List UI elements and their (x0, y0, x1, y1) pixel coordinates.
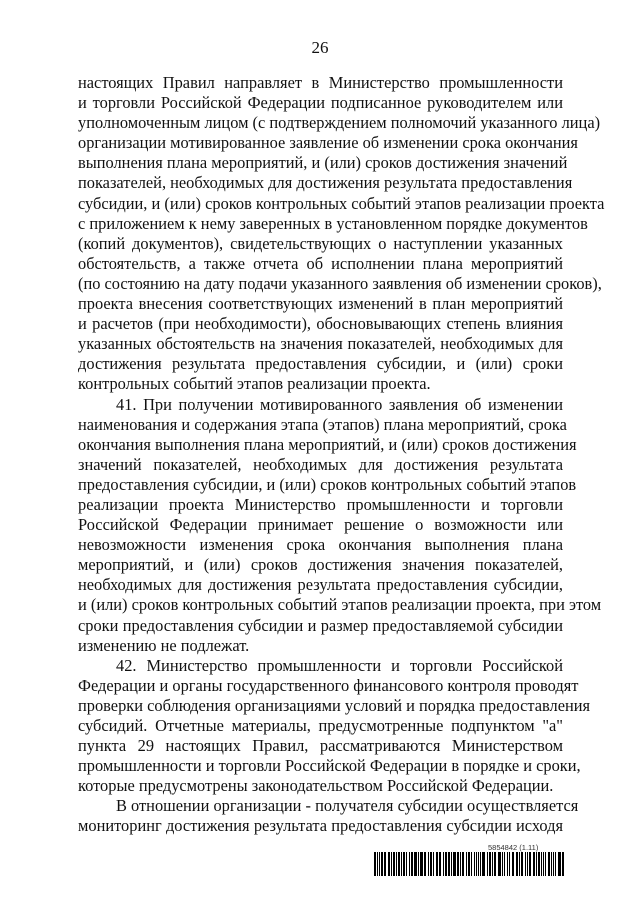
document-code: 5854842 (1.11) (488, 843, 539, 852)
text-line: и торговли Российской Федерации подписанное руководителем или (78, 93, 563, 113)
text-line: Российской Федерации принимает решение о возможности или (78, 515, 563, 535)
text-line: пункта 29 настоящих Правил, рассматриваются Министерством (78, 736, 563, 756)
text-line: 41. При получении мотивированного заявления об изменении (116, 394, 563, 414)
text-line: обстоятельств, а также отчета об исполнении плана мероприятий (78, 253, 563, 273)
text-line: субсидий. Отчетные материалы, предусмотренные подпунктом "а" (78, 716, 563, 735)
text-line: промышленности и торговли Российской Федерации в порядке и сроки, (78, 756, 581, 776)
text-line: невозможности изменения срока окончания выполнения плана (78, 535, 563, 555)
text-line: с приложением к нему заверенных в установленном порядке документов (78, 213, 588, 233)
text-line: достижения результата предоставления субсидии, и (или) сроки (78, 354, 563, 374)
barcode (374, 852, 564, 876)
text-line: проверки соблюдения организациями условий и порядка предоставления (78, 695, 591, 715)
text-line: настоящих Правил направляет в Министерство промышленности (78, 73, 563, 92)
text-line: показателей, необходимых для достижения результата предоставления (78, 173, 573, 193)
text-line: уполномоченным лицом (с подтверждением полномочий указанного лица) (78, 113, 601, 133)
text-line: и (или) сроков контрольных событий этапов реализации проекта, при этом (78, 595, 602, 615)
text-line: окончания выполнения плана мероприятий, и (или) сроков достижения (78, 434, 577, 454)
text-line: указанных обстоятельств на значения показателей, необходимых для (78, 334, 563, 354)
text-line: проекта внесения соответствующих изменений в план мероприятий (78, 294, 563, 314)
text-line: необходимых для достижения результата предоставления субсидии, (78, 575, 563, 595)
text-line: значений показателей, необходимых для достижения результата (78, 454, 563, 474)
text-line: реализации проекта Министерство промышленности и торговли (78, 494, 563, 514)
text-line: и расчетов (при необходимости), обосновывающих степень влияния (78, 314, 563, 334)
text-line: мероприятий, и (или) сроков достижения значения показателей, (78, 555, 563, 575)
text-line: (по состоянию на дату подачи указанного заявления об изменении сроков), (78, 273, 602, 293)
text-line: предоставления субсидии, и (или) сроков контрольных событий этапов (78, 474, 577, 494)
page-number: 26 (311, 38, 329, 57)
text-line: мониторинг достижения результата предоставления субсидии исходя (78, 816, 563, 836)
text-line: В отношении организации - получателя субсидии осуществляется (116, 796, 579, 816)
text-line: наименования и содержания этапа (этапов) плана мероприятий, срока (78, 414, 567, 434)
text-line: сроки предоставления субсидии и размер предоставляемой субсидии (78, 615, 563, 635)
text-line: организации мотивированное заявление об изменении срока окончания (78, 133, 578, 153)
text-line: которые предусмотрены законодательством Российской Федерации. (78, 776, 554, 796)
text-line: изменению не подлежат. (78, 635, 250, 655)
text-line: выполнения плана мероприятий, и (или) сроков достижения значений (78, 153, 568, 173)
document-body (78, 73, 605, 837)
text-line: контрольных событий этапов реализации проекта. (78, 374, 431, 394)
text-line: Федерации и органы государственного финансового контроля проводят (78, 675, 579, 695)
text-line: субсидии, и (или) сроков контрольных событий этапов реализации проекта (78, 193, 605, 213)
text-line: 42. Министерство промышленности и торговли Российской (116, 655, 563, 675)
barcode-bar (562, 852, 564, 876)
text-line: (копий документов), свидетельствующих о наступлении указанных (78, 233, 563, 253)
